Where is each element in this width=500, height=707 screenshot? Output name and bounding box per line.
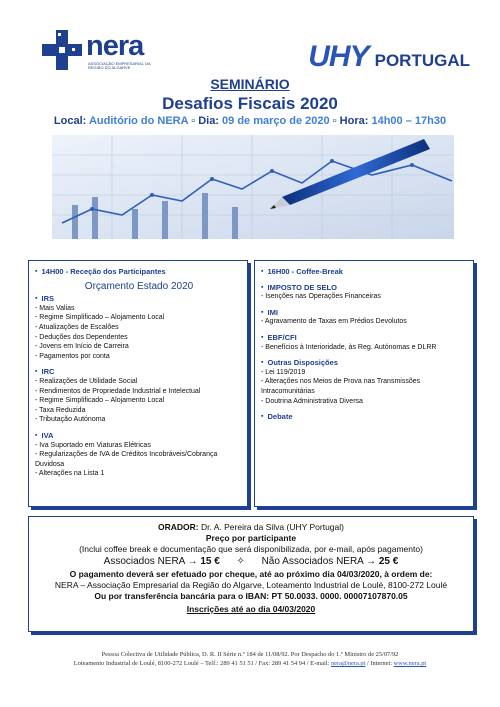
bullet-icon: ▪ xyxy=(35,295,38,303)
list-item: - Benefícios à Interioridade, às Reg. Autónomas e DLRR xyxy=(261,343,437,351)
arrow-icon: → xyxy=(187,556,198,567)
list-item: - Regularizações de IVA de Créditos Incobráveis/Cobrança Duvidosa xyxy=(35,451,218,468)
assoc-price: 15 € xyxy=(200,556,220,567)
preco-title: Preço por participante xyxy=(205,533,297,543)
footer-address: Loteamento Industrial de Loulé, 8100-272 Loulé – Telf.: 289 41 51 51 / Fax: 289 41 54 94 / E-mail: xyxy=(73,660,331,667)
reception-text: 14H00 - Receção dos Participantes xyxy=(41,267,166,276)
bullet-icon: ▪ xyxy=(35,431,38,439)
arrow-icon: → xyxy=(366,556,377,567)
list-item: - Realizações de Utilidade Social xyxy=(35,377,138,385)
list-item: - Regime Simplificado – Alojamento Local xyxy=(35,397,165,405)
list-item: - Alterações nos Meios de Prova nas Transmissões Intracomunitárias xyxy=(261,378,421,395)
list-item: - Jovens em Início de Carreira xyxy=(35,343,129,351)
list-item: - Pagamentos por conta xyxy=(35,352,110,360)
seminar-label: SEMINÁRIO xyxy=(210,76,290,92)
nera-cross-icon xyxy=(42,30,82,70)
section-imposto-selo xyxy=(261,283,469,302)
section-title: IMI xyxy=(267,307,278,317)
payment-text: O pagamento deverá ser efetuado por cheque, até ao próximo dia 04/03/2020, à ordem de: xyxy=(69,569,433,579)
list-item: - Rendimentos de Propriedade Industrial e Intelectual xyxy=(35,387,201,395)
bullet-icon: ▪ xyxy=(261,413,264,421)
section-outras xyxy=(261,358,469,406)
footer-internet-label: / Internet: xyxy=(365,660,394,667)
coffee-text: 16H00 - Coffee-Break xyxy=(267,267,343,276)
list-item: - Taxa Reduzida xyxy=(35,406,86,414)
list-item: - Mais Valias xyxy=(35,304,75,312)
list-item: - Atualizações de Escalões xyxy=(35,323,119,331)
list-item: - Doutrina Administrativa Diversa xyxy=(261,397,363,405)
footer xyxy=(0,650,500,668)
registration-box xyxy=(28,516,474,632)
bullet-icon: ▪ xyxy=(261,359,264,367)
list-item: - Regime Simplificado – Alojamento Local xyxy=(35,314,165,322)
nera-subtitle: ASSOCIAÇÃO EMPRESARIAL DA REGIÃO DO ALGARVE xyxy=(88,61,151,70)
email-link[interactable]: nera@nera.pt xyxy=(330,660,366,667)
budget-title: Orçamento Estado 2020 xyxy=(84,280,194,292)
nonassoc-label: Não Associados NERA xyxy=(261,556,367,567)
seminar-info xyxy=(0,115,500,127)
section-imi xyxy=(261,308,469,327)
section-irs xyxy=(35,294,243,361)
uhy-mark: UHY xyxy=(308,40,369,73)
footer-line2 xyxy=(0,659,500,668)
website-link[interactable]: www.nera.pt xyxy=(393,660,427,667)
hora-value: 14h00 – 17h30 xyxy=(371,115,447,127)
list-item: - Lei 119/2019 xyxy=(261,368,306,376)
section-irc xyxy=(35,367,243,425)
footer-line1: Pessoa Colectiva de Utilidade Pública, D. R. II Série n.º 184 de 11/08/92. Por Despacho do 1.º Ministro de 25/07/92 xyxy=(101,651,399,658)
orador-line xyxy=(33,522,469,533)
local-label: Local: xyxy=(53,115,87,127)
bullet-icon: ▪ xyxy=(261,268,264,275)
program-left-box xyxy=(28,260,248,507)
local-value: Auditório do NERA xyxy=(88,115,189,127)
section-debate xyxy=(261,412,469,422)
nonassoc-price: 25 € xyxy=(378,556,399,567)
diamond-icon: ✧ xyxy=(236,556,245,567)
orador-value: Dr. A. Pereira da Silva (UHY Portugal) xyxy=(198,522,344,532)
bullet-icon: ▪ xyxy=(35,268,38,275)
banner-chart-pen-image xyxy=(52,135,454,239)
coffee-line xyxy=(261,267,469,277)
section-title: Outras Disposições xyxy=(267,358,338,368)
inclui-text: (Inclui coffee break e documentação que será disponibilizada, por e-mail, após pagamento) xyxy=(79,544,423,554)
list-item: - Deduções dos Dependentes xyxy=(35,333,128,341)
section-title: EBF/CFI xyxy=(267,332,297,342)
list-item: - Alterações na Lista 1 xyxy=(35,470,105,478)
uhy-logo xyxy=(308,40,470,74)
price-line xyxy=(33,555,469,569)
section-title: IVA xyxy=(41,430,54,440)
deadline-text: Inscrições até ao dia 04/03/2020 xyxy=(186,604,316,614)
orador-label: ORADOR: xyxy=(158,522,199,532)
list-item: - Agravamento de Taxas em Prédios Devolutos xyxy=(261,318,407,326)
list-item: - Tributação Autónoma xyxy=(35,416,106,424)
bullet-icon: ▪ xyxy=(261,283,264,291)
nera-wordmark: nera xyxy=(86,30,144,62)
program-right-box xyxy=(254,260,474,507)
dia-value: 09 de março de 2020 xyxy=(222,115,330,127)
list-item: - Iva Suportado em Viaturas Elétricas xyxy=(35,441,151,449)
section-ebf-cfi xyxy=(261,333,469,352)
transfer-text: Ou por transferência bancária para o IBAN: PT 50.0033. 0000. 00007107870.05 xyxy=(94,591,408,601)
reception-line xyxy=(35,267,243,277)
seminar-title: Desafios Fiscais 2020 xyxy=(162,94,338,113)
dia-label: Dia: xyxy=(198,115,219,127)
separator: ▫ xyxy=(329,115,340,127)
bullet-icon: ▪ xyxy=(35,368,38,376)
section-title: Debate xyxy=(267,412,293,422)
bullet-icon: ▪ xyxy=(261,333,264,341)
uhy-country: PORTUGAL xyxy=(374,51,470,70)
payee-text: NERA – Associação Empresarial da Região do Algarve, Loteamento Industrial de Loulé, 8100-272 Loulé xyxy=(54,580,448,590)
section-title: IMPOSTO DE SELO xyxy=(267,282,337,292)
section-title: IRC xyxy=(41,367,55,377)
bullet-icon: ▪ xyxy=(261,308,264,316)
hora-label: Hora: xyxy=(339,115,369,127)
list-item: - Isenções nas Operações Financeiras xyxy=(261,293,381,301)
section-iva xyxy=(35,431,243,479)
separator: ▫ xyxy=(188,115,199,127)
nera-logo xyxy=(42,30,152,74)
assoc-label: Associados NERA xyxy=(103,556,188,567)
section-title: IRS xyxy=(41,294,54,304)
